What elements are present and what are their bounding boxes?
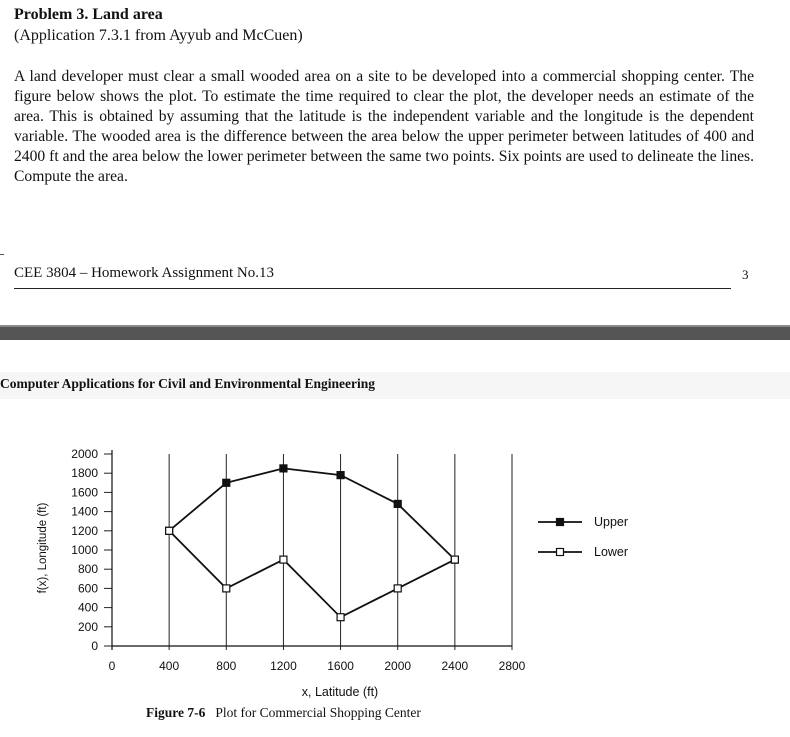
x-axis-title: x, Latitude (ft) [301, 685, 379, 699]
data-point-lower [280, 556, 287, 563]
x-tick-label: 0 [108, 659, 116, 673]
footer-page-number: 3 [742, 267, 749, 282]
legend-label-lower: Lower [594, 545, 629, 559]
x-tick-label: 1200 [270, 659, 297, 673]
data-point-lower [451, 556, 458, 563]
figure-caption-text: Plot for Commercial Shopping Center [215, 705, 421, 720]
problem-statement: A land developer must clear a small wooded area on a site to be developed into a commercial shopping center. The figure below shows the plot. To estimate the time required to clear the plot, the developer needs an estimate of the area. This is obtained by assuming that the latitude is the independent variable and the longitude is the dependent variable. The wooded area is the difference between the area below the upper perimeter between latitudes of 400 and 2400 ft and the area below the lower perimeter between the same two points. Six points are used to delineate the lines. Compute the area. [14, 68, 754, 185]
x-tick-label: 1600 [327, 659, 354, 673]
legend-marker-upper [557, 519, 564, 526]
y-axis-title: f(x), Longitude (ft) [37, 502, 49, 594]
series-upper-line [169, 468, 455, 559]
footer-course-title: CEE 3804 – Homework Assignment No.13 [14, 265, 274, 281]
page-separator-highlight [0, 325, 790, 327]
y-tick-label: 400 [77, 600, 98, 615]
y-tick-label: 1000 [71, 543, 98, 557]
y-tick-label: 1200 [71, 523, 98, 538]
book-header-title: Computer Applications for Civil and Environmental Engineering [0, 376, 376, 391]
page-separator [0, 325, 790, 340]
y-tick-label: 600 [77, 581, 98, 596]
y-tick-label: 800 [77, 562, 98, 577]
problem-subtitle: (Application 7.3.1 from Ayyub and McCuen) [14, 27, 303, 44]
y-tick-label: 1800 [71, 466, 98, 481]
data-point-upper [280, 465, 287, 472]
legend-label-upper: Upper [594, 515, 629, 529]
y-tick-label: 1400 [71, 504, 98, 519]
y-tick-label: 200 [77, 619, 98, 634]
data-point-lower [394, 585, 401, 592]
x-tick-label: 2000 [384, 659, 412, 673]
footer-divider [14, 288, 731, 289]
y-tick-label: 2000 [71, 447, 98, 461]
margin-mark [0, 254, 4, 255]
series-lower-line [169, 531, 455, 617]
data-point-lower [223, 585, 230, 592]
x-tick-label: 400 [159, 659, 180, 673]
figure-caption [146, 705, 421, 721]
x-tick-label: 2400 [441, 659, 469, 673]
legend-marker-lower [557, 549, 564, 556]
y-tick-label: 0 [91, 639, 98, 653]
data-point-lower [337, 614, 344, 621]
problem-title: Problem 3. Land area [14, 6, 163, 23]
data-point-upper [223, 479, 230, 486]
y-tick-label: 1600 [71, 485, 98, 500]
data-point-upper [394, 500, 401, 507]
figure-label: Figure 7-6 [146, 705, 206, 720]
data-point-upper [337, 472, 344, 479]
data-point-lower [166, 527, 173, 534]
x-tick-label: 2800 [498, 659, 526, 673]
land-area-chart [0, 440, 790, 702]
x-tick-label: 800 [216, 659, 237, 673]
